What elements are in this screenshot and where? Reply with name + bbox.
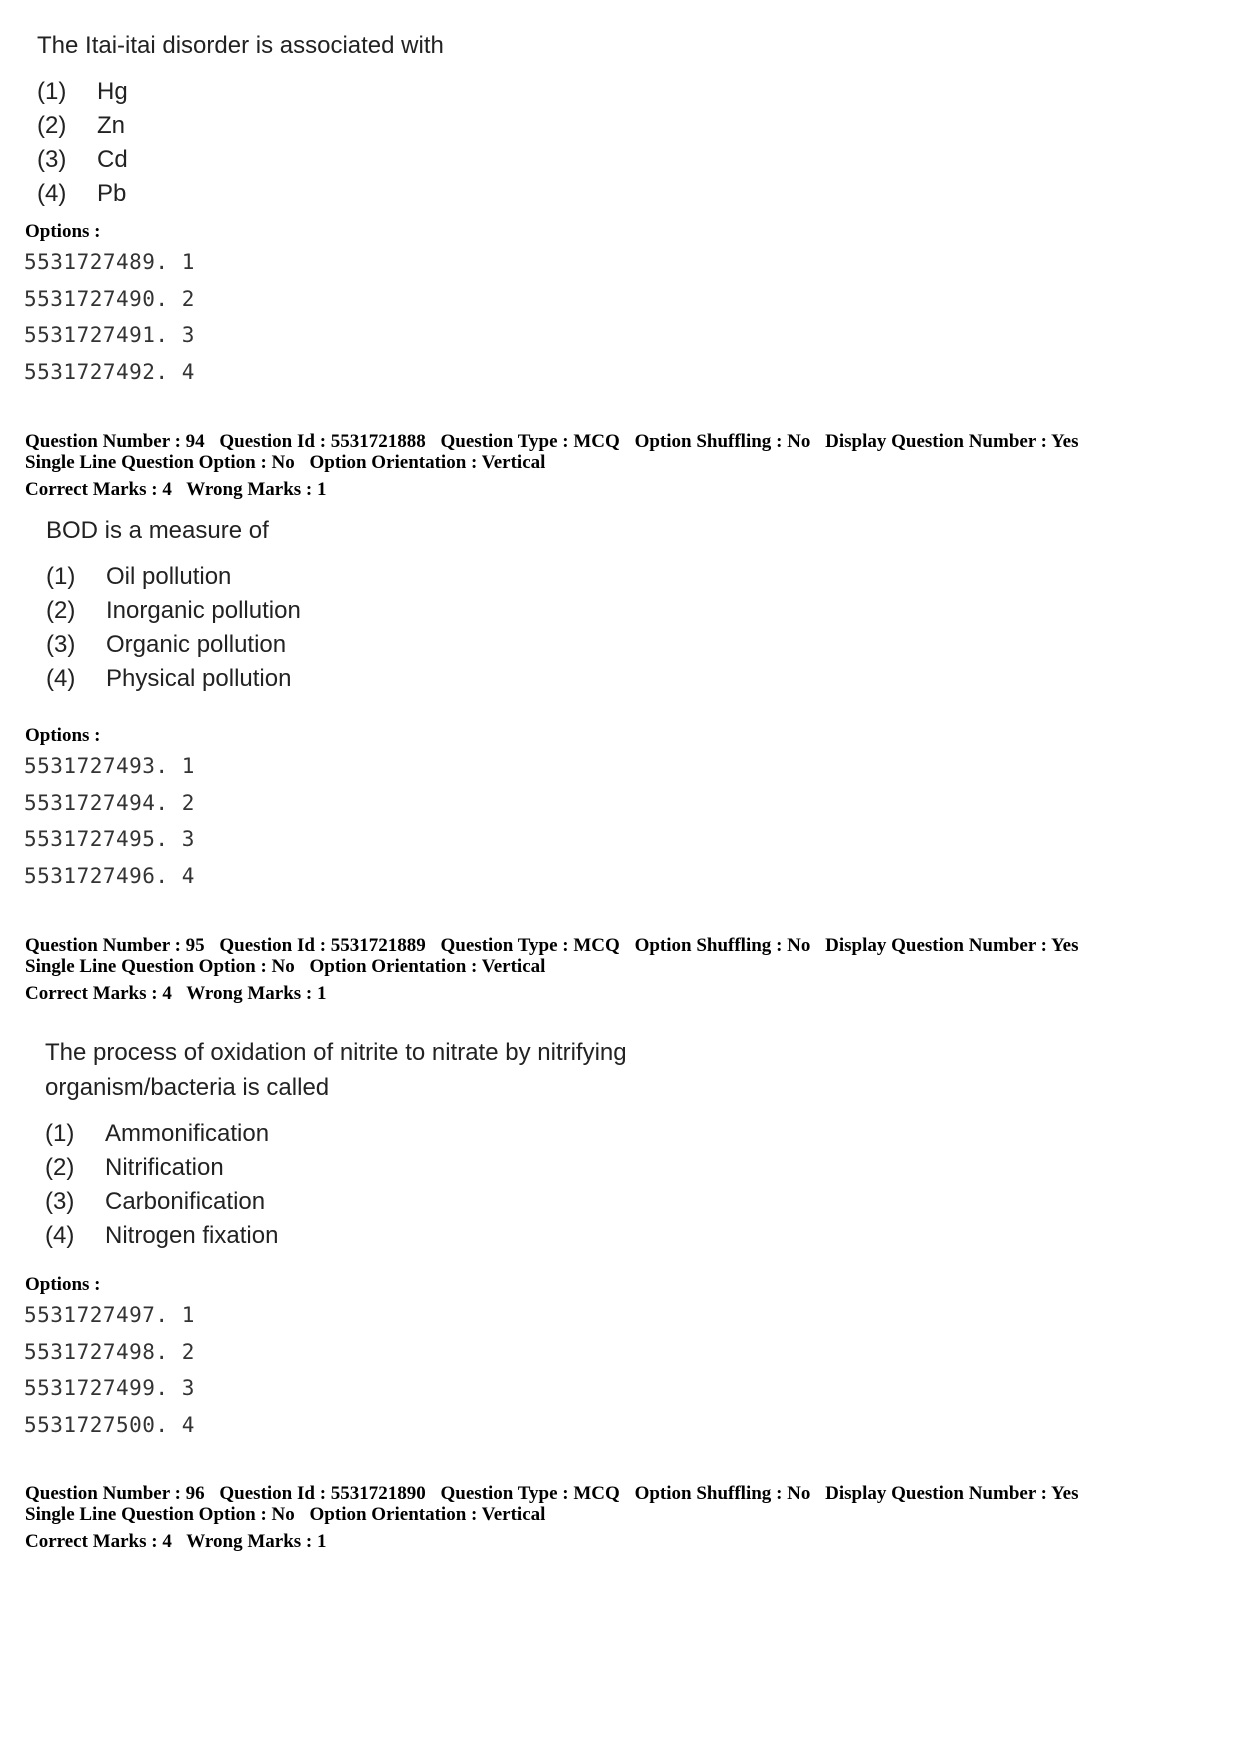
choice-item: [45, 1117, 627, 1151]
option-item: 5531727495. 3: [24, 827, 195, 851]
display-question-number-field: Display Question Number : Yes: [825, 935, 1079, 956]
option-item: 5531727496. 4: [24, 863, 195, 888]
header-line: [25, 935, 1089, 956]
question-id-field: Question Id : 5531721888: [219, 431, 426, 452]
choice-item: [37, 143, 444, 177]
choice-text: Pb: [97, 180, 127, 207]
display-question-number-field: Display Question Number : Yes: [825, 1483, 1079, 1504]
choice-item: [45, 1219, 627, 1253]
choice-number: (4): [37, 180, 67, 207]
option-orientation-field: Option Orientation : Vertical: [309, 452, 546, 473]
question-header: [25, 431, 1089, 500]
choice-number: (3): [46, 631, 76, 658]
choice-item: [45, 1151, 627, 1185]
choice-number: (1): [37, 78, 67, 105]
option-orientation-field: Option Orientation : Vertical: [309, 956, 546, 977]
choice-item: [46, 628, 301, 662]
question-stem: The process of oxidation of nitrite to nitrate by nitrifying: [45, 1039, 627, 1066]
choice-text: Nitrogen fixation: [105, 1222, 279, 1249]
choice-item: [37, 75, 444, 109]
option-item: 5531727493. 1: [24, 754, 195, 778]
question-type-field: Question Type : MCQ: [440, 935, 620, 956]
choice-text: Physical pollution: [106, 665, 292, 692]
header-line: [25, 983, 1089, 1004]
options-list: [24, 1297, 195, 1443]
choice-item: [45, 1185, 627, 1219]
options-list: [24, 748, 195, 894]
single-line-option-field: Single Line Question Option : No: [25, 452, 295, 473]
option-orientation-field: Option Orientation : Vertical: [309, 1504, 546, 1525]
question-stem: The Itai-itai disorder is associated with: [37, 32, 444, 59]
single-line-option-field: Single Line Question Option : No: [25, 956, 295, 977]
option-item: 5531727494. 2: [24, 790, 195, 815]
option-item: 5531727497. 1: [24, 1303, 195, 1327]
question-type-field: Question Type : MCQ: [440, 431, 620, 452]
header-line: [25, 431, 1089, 452]
option-item: 5531727492. 4: [24, 359, 195, 384]
option-item: 5531727489. 1: [24, 250, 195, 274]
choice-number: (1): [45, 1120, 75, 1147]
wrong-marks-field: Wrong Marks : 1: [186, 479, 327, 500]
question-header: [25, 1483, 1089, 1552]
choice-text: Oil pollution: [106, 563, 232, 590]
question-type-field: Question Type : MCQ: [440, 1483, 620, 1504]
choice-item: [37, 109, 444, 143]
choice-text: Organic pollution: [106, 631, 287, 658]
choice-number: (3): [37, 146, 67, 173]
choice-item: [46, 662, 301, 696]
question-stem: organism/bacteria is called: [45, 1074, 330, 1101]
choice-item: [46, 594, 301, 628]
question-stem: BOD is a measure of: [46, 517, 269, 544]
option-item: 5531727499. 3: [24, 1376, 195, 1400]
single-line-option-field: Single Line Question Option : No: [25, 1504, 295, 1525]
correct-marks-field: Correct Marks : 4: [25, 479, 172, 500]
choice-number: (1): [46, 563, 76, 590]
choice-text: Inorganic pollution: [106, 597, 301, 624]
option-shuffling-field: Option Shuffling : No: [634, 1483, 811, 1504]
question-id-field: Question Id : 5531721889: [219, 935, 426, 956]
options-list: [24, 244, 195, 390]
choice-text: Ammonification: [105, 1120, 270, 1147]
header-line: [25, 1531, 1089, 1552]
choice-number: (2): [37, 112, 67, 139]
choice-number: (2): [45, 1154, 75, 1181]
option-item: 5531727491. 3: [24, 323, 195, 347]
question-number-field: Question Number : 94: [25, 431, 205, 452]
question-id-field: Question Id : 5531721890: [219, 1483, 426, 1504]
header-line: [25, 452, 1089, 473]
choice-text: Zn: [97, 112, 126, 139]
choice-text: Cd: [97, 146, 128, 173]
option-item: 5531727498. 2: [24, 1339, 195, 1364]
question-number-field: Question Number : 96: [25, 1483, 205, 1504]
choice-item: [37, 177, 444, 211]
option-shuffling-field: Option Shuffling : No: [634, 935, 811, 956]
question-image: [46, 513, 301, 696]
choice-text: Carbonification: [105, 1188, 266, 1215]
choice-number: (4): [45, 1222, 75, 1249]
choice-number: (2): [46, 597, 76, 624]
header-line: [25, 1504, 1089, 1525]
choice-text: Hg: [97, 78, 128, 105]
question-image: [45, 1035, 627, 1253]
options-label: Options :: [25, 725, 101, 746]
question-image: [37, 28, 444, 211]
option-item: 5531727500. 4: [24, 1412, 195, 1437]
choice-number: (3): [45, 1188, 75, 1215]
wrong-marks-field: Wrong Marks : 1: [186, 983, 327, 1004]
correct-marks-field: Correct Marks : 4: [25, 983, 172, 1004]
question-number-field: Question Number : 95: [25, 935, 205, 956]
display-question-number-field: Display Question Number : Yes: [825, 431, 1079, 452]
header-line: [25, 479, 1089, 500]
choice-number: (4): [46, 665, 76, 692]
question-header: [25, 935, 1089, 1004]
option-item: 5531727490. 2: [24, 286, 195, 311]
options-label: Options :: [25, 1274, 101, 1295]
correct-marks-field: Correct Marks : 4: [25, 1531, 172, 1552]
option-shuffling-field: Option Shuffling : No: [634, 431, 811, 452]
options-label: Options :: [25, 221, 101, 242]
wrong-marks-field: Wrong Marks : 1: [186, 1531, 327, 1552]
header-line: [25, 1483, 1089, 1504]
choice-item: [46, 560, 301, 594]
choice-text: Nitrification: [105, 1154, 224, 1181]
header-line: [25, 956, 1089, 977]
